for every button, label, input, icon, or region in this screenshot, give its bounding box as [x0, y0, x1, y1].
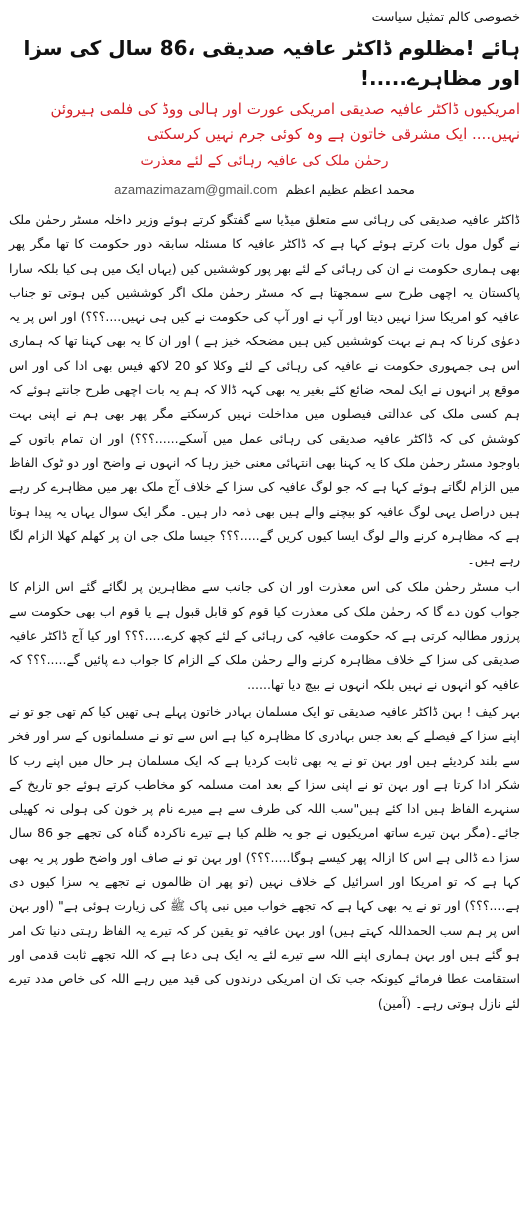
article-subheadline: امریکیوں ڈاکٹر عافیہ صدیقی امریکی عورت اور ہالی ووڈ کی فلمی ہیروئن نہیں.... ایک مشرقی خاتون ہے وہ کوئی جرم نہیں کرسکتی [50, 100, 520, 143]
author-name: محمد اعظم عظیم اعظم [285, 182, 415, 197]
column-kicker: خصوصی کالم تمثیل سیاست [371, 9, 520, 24]
article-paragraph-2: اب مسٹر رحمٰن ملک کی اس معذرت اور ان کی جانب سے مظاہرین پر لگائے گئے اس الزام کا جواب کون دے گا کہ رحمٰن ملک کی معذرت کیا قوم کو قابل قبول ہے یا قوم اب بھی حکومت سے پرزور مطالبہ کرتی ہے کہ حکومت عافیہ کی رہائی کے لئے کچھ کرے.....؟؟؟ اور کیا آج ڈاکٹر عافیہ صدیقی کی سزا کے خلاف مظاہرہ کرنے والے رحمٰن ملک کے الزام کا جواب دے پائیں گے.....؟؟؟ کہ عافیہ کو انہوں نے نہیں بلکہ انہوں نے بیچ دیا تھا...... [9, 579, 520, 692]
article-tagline: رحمٰن ملک کی عافیہ رہائی کے لئے معذرت [140, 153, 389, 169]
article-paragraph-1: ڈاکٹر عافیہ صدیقی کی رہائی سے متعلق میڈیا سے گفتگو کرتے ہوئے وزیر داخلہ مسٹر رحمٰن ملک نے گول مول بات کرتے ہوئے کہا ہے کہ ڈاکٹر عافیہ کا مسئلہ سابقہ دور حکومت کا تھا مگر پھر بھی ہماری حکومت نے ان کی رہائی کے لئے بھر پور کوششیں کیں (یہاں ایک میں ہی کیا بلکہ سارا پاکستان یہ اچھی طرح سے سمجھتا ہے کہ مسٹر رحمٰن ملک اگر کوششیں کیں ہوتی تو جناب عافیہ کو امریکا سزا نہیں دیتا اور آپ نے اور آپ کی حکومت نے کیں ہی نہیں....؟؟؟) اور اس پر یہ دعوٰی کرنا کہ ہم نے بہت کوششیں کیں ہیں مضحکہ خیز ہے ) اور ان کا یہ بھی کہنا تھا کہ ہماری اس ہی جمہوری حکومت نے عافیہ کی رہائی کے لئے وکلا کو 20 لاکھ فیس بھی ادا کی اور اس موقع پر انہوں نے ایک لمحہ ضائع کئے بغیر یہ بھی کہہ ڈالا کہ ہم یہ بات اچھی طرح جانتے ہوئے کہ ہم کسی ملک کی عدالتی فیصلوں میں مداخلت نہیں کرسکتے مگر پھر بھی ہم نے اپنی بہت کوشش کی کہ ڈاکٹر عافیہ صدیقی کی رہائی عمل میں آسکے......؟؟؟) اور ان تمام باتوں کے باوجود مسٹر رحمٰن ملک کا یہ کہنا بھی انتہائی معنی خیز رہا کہ انہوں نے واضح اور دو ٹوک الفاظ میں الزام لگاتے ہوئے کہا ہے کہ جو لوگ عافیہ کی سزا کے خلاف آج ملک بھر میں مظاہرے کر رہے ہیں دراصل یہی لوگ عافیہ کو بیچنے والے ہیں بھی ذمہ دار ہیں۔ مگر ایک سوال یہاں یہ پیدا ہوتا ہے کہ مظاہرہ کرنے والے لوگ ایسا کیوں کریں گے.....؟؟؟ جیسا ملک جی ان پر کھلم کھلا الزام لگا رہے ہیں۔ [9, 212, 521, 568]
author-byline [9, 181, 520, 199]
article-headline: ہائے !مظلوم ڈاکٹر عافیہ صدیقی ،86 سال کی سزا اور مظاہرے.....! [23, 36, 520, 90]
article-paragraph-3: بہر کیف ! بہن ڈاکٹر عافیہ صدیقی تو ایک مسلمان بہادر خاتون پہلے ہی تھیں کیا کم تھی جو تو نے اپنے سزا کے فیصلے کے بعد جس بہادری کا مظاہرہ کیا ہے اس سے تو نے مسلمانوں کے سر اور فخر سے بلند کردیئے ہیں اور بہن تو نے یہ بھی ثابت کردیا ہے کہ ایک مسلمان ہر حال میں اپنے رب کا شکر ادا کرتا ہے اور بہن تو نے اپنی سزا کے بعد امت مسلمہ کو مخاطب کرتے ہوئے جو تاریخ کے سنہرے الفاظ ہیں ادا کئے ہیں"سب اللہ کی طرف سے ہے میرے نام پر خون کی ہولی نہ کھیلی جائے۔(مگر بہن تیرے ساتھ امریکیوں نے جو یہ ظلم کیا ہے تیرے ناکردہ گناہ کی تجھے جو 86 سال سزا دے ڈالی ہے اس کا ازالہ پھر کیسے ہوگا.....؟؟؟) اور بہن تو نے صاف اور واضح طور پر یہ بھی کہا ہے کہ تو امریکا اور اسرائیل کے خلاف نہیں (تو پھر ان ظالموں نے تجھے یہ سزا کیوں دی ہے....؟؟؟) اور تو نے یہ بھی کہا ہے کہ تجھے خواب میں نبی پاک ﷺ کی زیارت ہوئی ہے" (اور بہن اس پر ہم سب الحمداللہ کہتے ہیں) اور بہن عافیہ تو یقین کر کہ تیرے یہ الفاظ رہتی دنیا تک امر ہو گئے ہیں اور بہن ہماری اپنے اللہ سے تیرے لئے یہ ایک ہی دعا ہے کہ اللہ تجھے ثابت قدمی اور استقامت عطا فرمائے کیونکہ جب تک ان امریکی درندوں کی قید میں رہے اللہ کی خاص مدد تیرے لئے نازل ہوتی رہے۔ (آمین) [9, 703, 521, 1011]
author-email: azamazimazam@gmail.com [114, 182, 278, 197]
